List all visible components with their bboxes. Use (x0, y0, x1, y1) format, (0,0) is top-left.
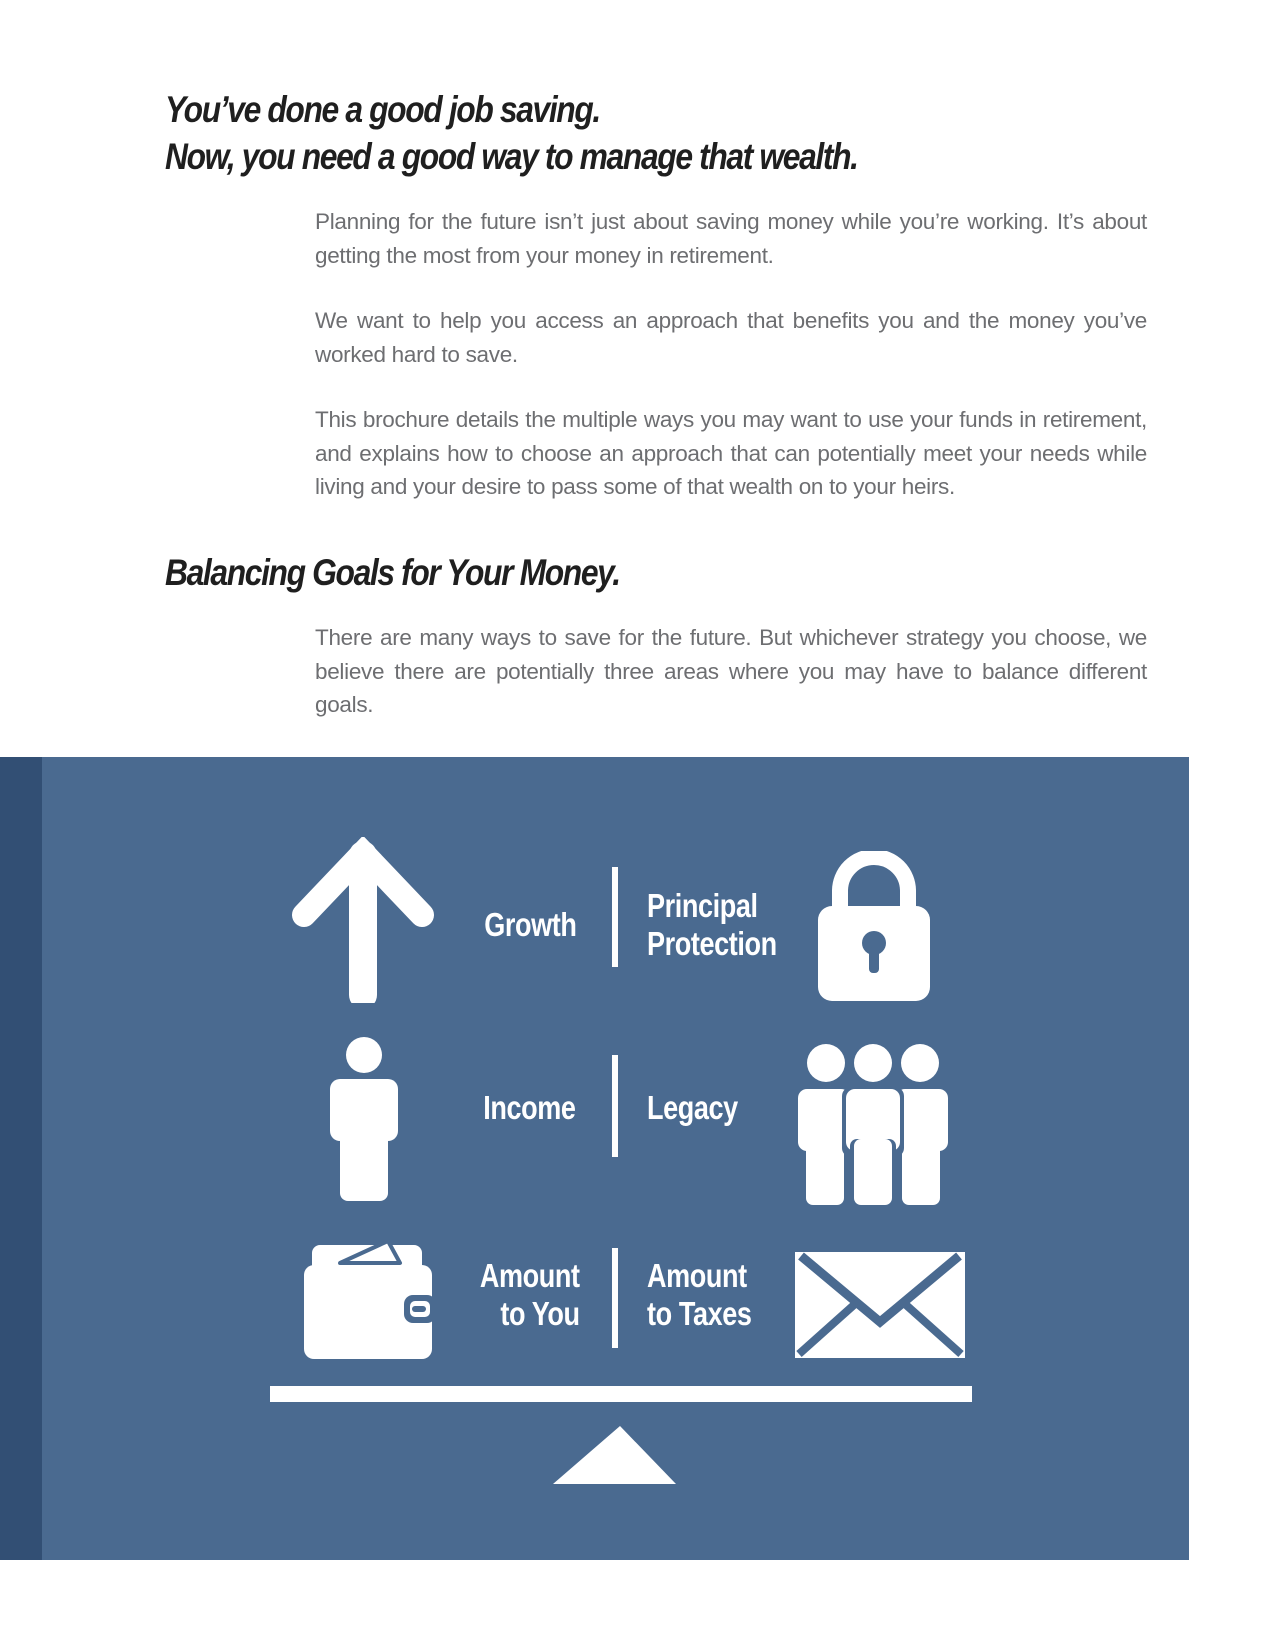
main-heading (165, 86, 858, 180)
padlock-icon (818, 851, 930, 1001)
intro-paragraph-3: This brochure details the multiple ways you may want to use your funds in retirement, and explains how to choose an approach that can potentially meet your needs while living and your desire to pass some of that wealth on to your heirs. (315, 407, 1147, 499)
growth-label: Growth (483, 906, 576, 943)
intro-paragraph-2: We want to help you access an approach that benefits you and the money you’ve worked hard to save. (315, 308, 1147, 367)
to-you-label: to You (500, 1295, 580, 1332)
person-icon (330, 1037, 398, 1201)
legacy-label: Legacy (647, 1089, 738, 1126)
row-3-right-label (647, 1257, 751, 1333)
row-3-divider (612, 1248, 618, 1348)
arrow-up-icon (292, 837, 434, 1003)
family-group-icon (798, 1043, 948, 1205)
balance-scale-icon (270, 1386, 972, 1486)
envelope-icon (795, 1252, 965, 1358)
to-taxes-label: to Taxes (647, 1295, 752, 1332)
balancing-paragraph: There are many ways to save for the future. But whichever strategy you choose, we believe there are potentially three areas where you may have to balance different goals. (315, 625, 1147, 717)
row-3-left-label (480, 1257, 580, 1333)
main-heading-line-1: You’ve done a good job saving. (165, 89, 600, 130)
protection-label: Protection (647, 925, 777, 962)
row-1-left-label (484, 906, 576, 944)
amount-label: Amount (480, 1257, 580, 1294)
row-1-divider (612, 867, 618, 967)
row-1-right-label (647, 887, 777, 963)
wallet-icon (304, 1235, 436, 1359)
principal-label: Principal (647, 887, 758, 924)
amount-label: Amount (647, 1257, 747, 1294)
balancing-heading: Balancing Goals for Your Money. (165, 552, 620, 593)
intro-paragraph-1: Planning for the future isn’t just about saving money while you’re working. It’s about getting the most from your money in retirement. (315, 209, 1147, 268)
row-2-right-label (647, 1089, 738, 1127)
main-heading-line-2: Now, you need a good way to manage that wealth. (165, 136, 858, 177)
panel-side-stripe (0, 757, 42, 1560)
row-2-divider (612, 1055, 618, 1157)
row-2-left-label (484, 1089, 576, 1127)
income-label: Income (483, 1089, 576, 1126)
balance-graphic-panel (0, 757, 1189, 1560)
